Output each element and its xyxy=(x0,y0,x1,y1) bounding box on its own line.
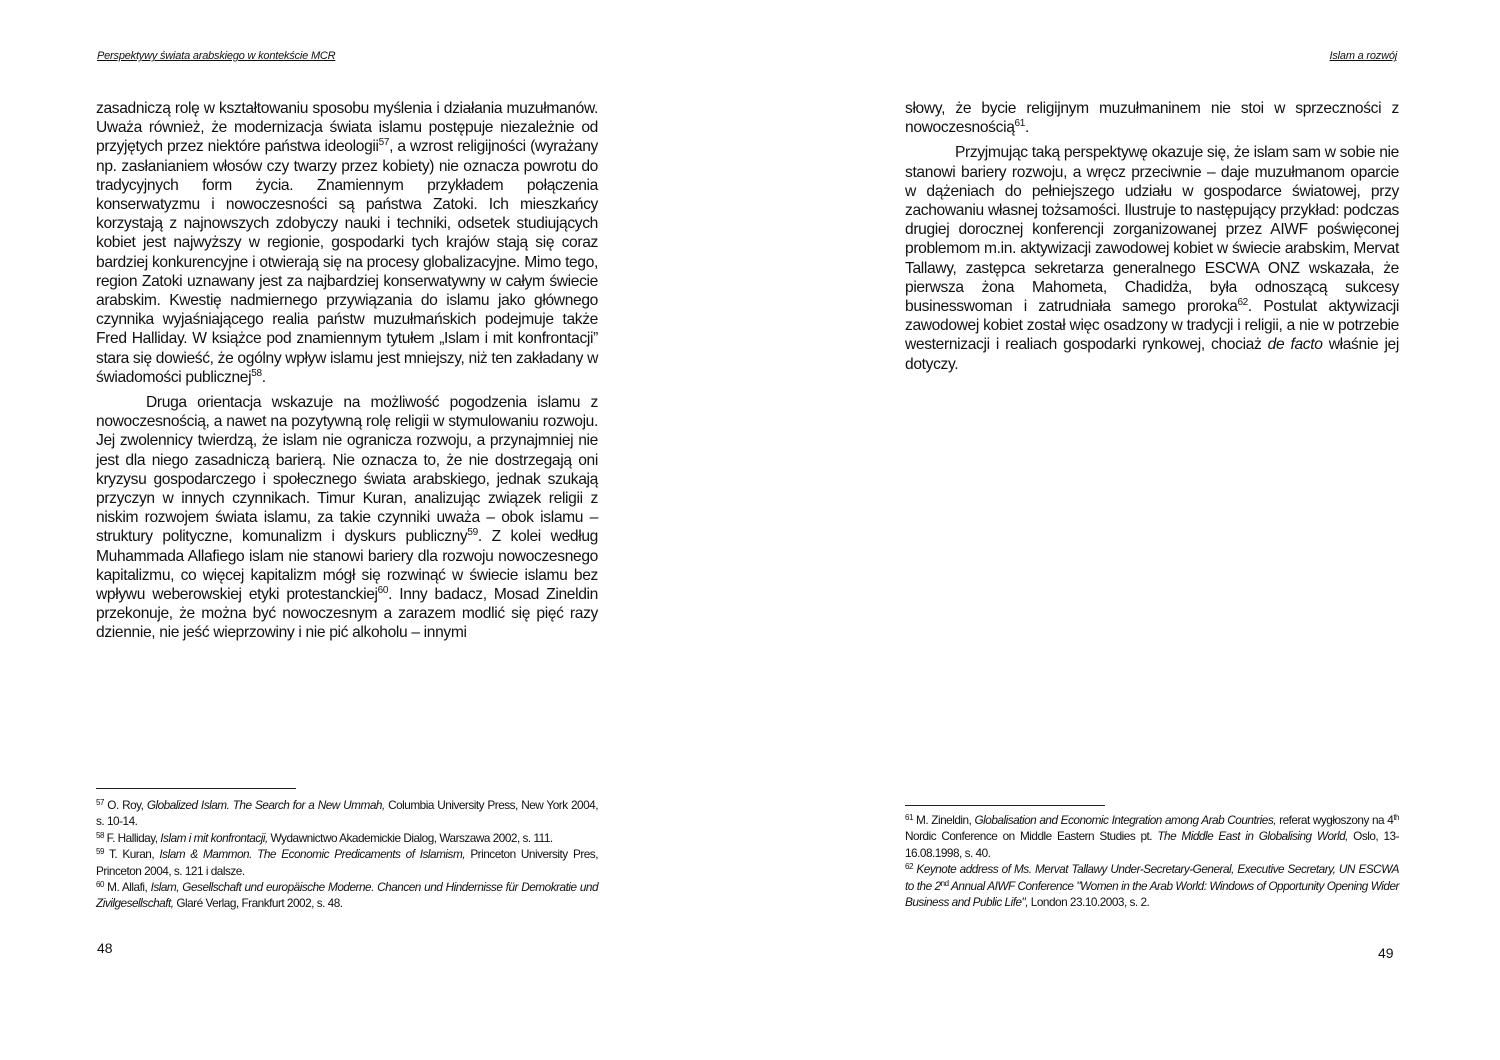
right-footnotes xyxy=(905,812,1399,910)
left-body-text xyxy=(96,99,598,643)
footnote-divider xyxy=(96,788,296,789)
footnote-57: $^{57}$ O. Roy, Globalized Islam. The Search for a New Ummah, Columbia University Press, New York 2004, s. 10-14. xyxy=(96,798,598,829)
paragraph: zasadniczą rolę w kształtowaniu sposobu myślenia i działania muzułmanów. Uważa również, że modernizacja świata islamu postępuje niezależnie od przyjętych przez niektóre państwa ideologii$^{57}$, a wzrost religijności (wyrażany np. zasłanianiem włosów czy twarzy przez kobiety) nie oznacza powrotu do tradycyjnych form życia. Znamiennym przykładem połączenia konserwatyzmu i nowoczesności są państwa Zatoki. Ich mieszkańcy korzystają z najnowszych zdobyczy nauki i techniki, odsetek studiujących kobiet jest najwyższy w regionie, gospodarki tych krajów stają się coraz bardziej konkurencyjne i otwierają się na procesy globalizacyjne. Mimo tego, region Zatoki uznawany jest za najbardziej konserwatywny w całym świecie arabskim. Kwestię nadmiernego przywiązania do islamu jako głównego czynnika wyjaśniającego realia państw muzułmańskich podejmuje także Fred Halliday. W książce pod znamiennym tytułem „Islam i mit konfrontacji” stara się dowieść, że ogólny wpływ islamu jest mniejszy, niż ten zakładany w świadomości publicznej$^{58}$. xyxy=(96,100,598,386)
paragraph: słowy, że bycie religijnym muzułmaninem nie stoi w sprzeczności z nowoczesnością$^{61}$. xyxy=(905,100,1399,137)
footnote-60: $^{60}$ M. Allafi, Islam, Gesellschaft und europäische Moderne. Chancen und Hindernisse für Demokratie und Zivilgesellschaft, Glaré Verlag, Frankfurt 2002, s. 48. xyxy=(96,880,599,911)
footnote-62: $^{62}$ Keynote address of Ms. Mervat Tallawy Under-Secretary-General, Executive Secretary, UN ESCWA to the 2nd Annual AIWF Conference "Women in the Arab World: Windows of Opportunity Opening Wider Business and Public Life", London 23.10.2003, s. 2. xyxy=(905,862,1399,910)
footnote-divider xyxy=(905,805,1105,806)
page-number-left: 48 xyxy=(97,940,113,956)
page-number-right: 49 xyxy=(1378,945,1394,961)
footnote-ref-59[interactable]: 59 xyxy=(467,527,478,539)
paragraph: Przyjmując taką perspektywę okazuje się, że islam sam w sobie nie stanowi bariery rozwoju, a wręcz przeciwnie – daje muzułmanom oparcie w dążeniach do pełniejszego udziału w gospodarce światowej, przy zachowaniu własnej tożsamości. Ilustruje to następujący przykład: podczas drugiej dorocznej konferencji zorganizowanej przez AIWF poświęconej problemom m.in. aktywizacji zawodowej kobiet w świecie arabskim, Mervat Tallawy, zastępca sekretarza generalnego ESCWA ONZ wskazała, że pierwsza żona Mahometa, Chadidża, była odnoszącą sukcesy businesswoman i zatrudniała samego proroka$^{62}$. Postulat aktywizacji zawodowej kobiet został więc osadzony w tradycji i religii, a nie w potrzebie westernizacji i realiach gospodarki rynkowej, chociaż de facto właśnie jej dotyczy. xyxy=(905,144,1400,373)
footnote-ref-60[interactable]: 60 xyxy=(377,585,389,597)
left-footnotes xyxy=(96,797,598,912)
paragraph: Druga orientacja wskazuje na możliwość pogodzenia islamu z nowoczesnością, a nawet na pozytywną rolę religii w stymulowaniu rozwoju. Jej zwolennicy twierdzą, że islam nie ogranicza rozwoju, a przynajmniej nie jest dla niego zasadniczą barierą. Nie oznacza to, że nie dostrzegają oni kryzysu gospodarczego i społecznego świata arabskiego, jednak szukają przyczyn w innych czynnikach. Timur Kuran, analizując związek religii z niskim rozwojem świata islamu, za takie czynniki uważa – obok islamu – struktury polityczne, komunalizm i dyskurs publiczny$^{59}$. Z kolei według Muhammada Allafiego islam nie stanowi bariery dla rozwoju nowoczesnego kapitalizmu, co więcej kapitalizm mógł się rozwinąć w świecie islamu bez wpływu weberowskiej etyki protestanckiej$^{60}$. Inny badacz, Mosad Zineldin przekonuje, że można być nowoczesnym a zarazem modlić się pięć razy dziennie, nie jeść wieprzowiny i nie pić alkoholu – innymi xyxy=(96,394,598,642)
footnote-ref-57[interactable]: 57 xyxy=(378,137,390,149)
footnote-ref-61[interactable]: 61 xyxy=(1014,118,1025,130)
right-page xyxy=(750,0,1500,1060)
footnote-ref-62[interactable]: 62 xyxy=(1237,297,1248,309)
right-body-text xyxy=(905,99,1399,374)
footnote-ref-58[interactable]: 58 xyxy=(251,367,262,379)
footnote-58: $^{58}$ F. Halliday, Islam i mit konfrontacji, Wydawnictwo Akademickie Dialog, Warszawa 2002, s. 111. xyxy=(96,830,553,845)
footnote-61: $^{61}$ M. Zineldin, Globalisation and Economic Integration among Arab Countries, referat wygłoszony na 4th Nordic Conference on Middle Eastern Studies pt. The Middle East in Globalising World, Oslo, 13-16.08.1998, s. 40. xyxy=(905,813,1400,860)
running-head-left: Perspektywy świata arabskiego w kontekście MCR xyxy=(97,50,336,62)
footnote-59: $^{59}$ T. Kuran, Islam & Mammon. The Economic Predicaments of Islamism, Princeton University Pres, Princeton 2004, s. 121 i dalsze. xyxy=(96,847,598,878)
running-head-right: Islam a rozwój xyxy=(1329,50,1397,62)
